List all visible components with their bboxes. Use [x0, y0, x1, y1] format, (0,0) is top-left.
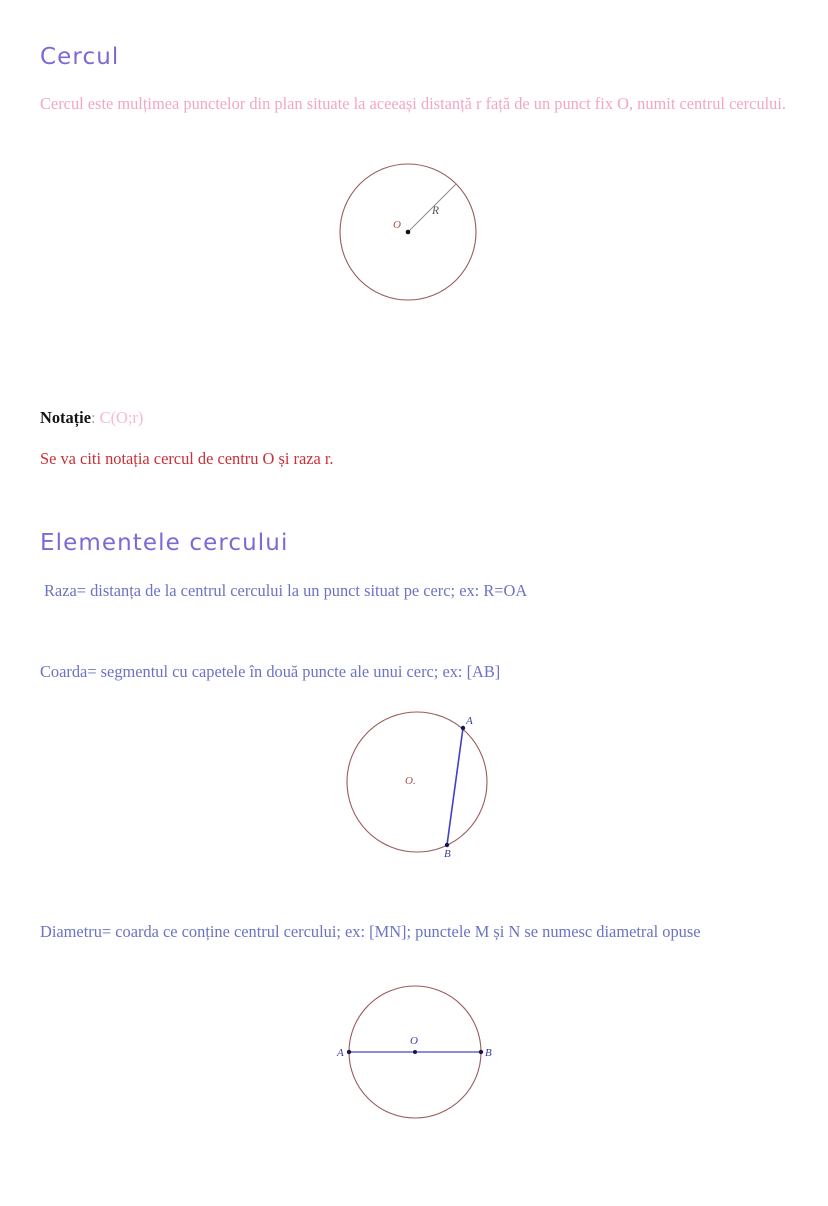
figure-circle-diameter [332, 980, 512, 1150]
point-b-label: B [444, 848, 451, 860]
section-heading-elements: Elementele cercului [40, 530, 289, 556]
circle-with-chord-svg [340, 702, 505, 862]
point-a-label: A [337, 1047, 344, 1059]
point-a-label: A [466, 715, 473, 727]
chord-line-ab [447, 728, 463, 845]
element-coarda: Coarda= segmentul cu capetele în două puncte ale unui cerc; ex: [AB] [40, 662, 501, 681]
center-label-o: O [393, 219, 401, 231]
figure-circle-radius [330, 150, 500, 315]
point-b-dot [445, 843, 449, 847]
notation-line [40, 406, 143, 429]
point-a-dot [347, 1050, 351, 1054]
notation-separator: : [90, 408, 100, 427]
circle-with-radius-svg [330, 150, 500, 315]
center-label-o: O. [405, 775, 416, 787]
center-point-dot [413, 1050, 417, 1054]
center-label-o: O [410, 1035, 418, 1047]
point-a-dot [461, 726, 465, 730]
definition-paragraph: Cercul este mulțimea punctelor din plan situate la aceeași distanță r față de un punct fix O, numit centrul cercului. [40, 94, 786, 113]
element-raza: Raza= distanța de la centrul cercului la un punct situat pe cerc; ex: R=OA [44, 581, 528, 600]
notation-label: Notație [40, 408, 91, 427]
center-point-dot [406, 230, 411, 235]
notation-reading: Se va citi notația cercul de centru O și raza r. [40, 449, 334, 468]
point-b-label: B [485, 1047, 492, 1059]
notation-value: C(O;r) [99, 408, 144, 427]
circle-outline [347, 712, 487, 852]
radius-label-r: R [432, 205, 440, 217]
circle-with-diameter-svg [332, 980, 512, 1150]
page-title: Cercul [40, 44, 120, 70]
figure-circle-chord [340, 702, 505, 862]
element-diametru: Diametru= coarda ce conține centrul cercului; ex: [MN]; punctele M și N se numesc diametral opuse [40, 922, 701, 941]
point-b-dot [479, 1050, 483, 1054]
